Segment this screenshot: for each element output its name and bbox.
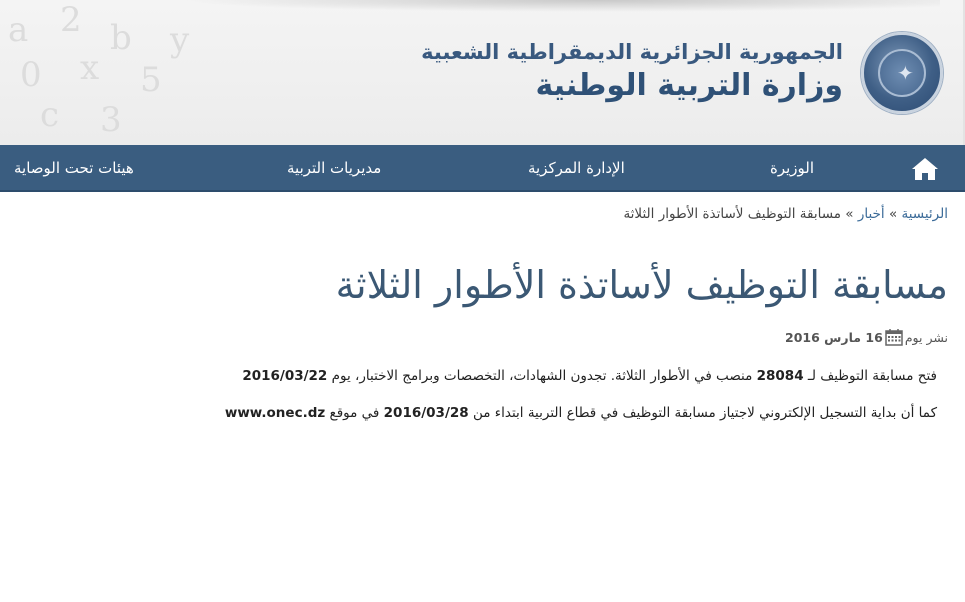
nav-item-education-directorates[interactable]: مديريات التربية [287,159,382,177]
p1-text-a: فتح مسابقة التوظيف لـ [803,368,937,384]
nav-item-central-administration[interactable]: الإدارة المركزية [528,159,625,177]
registration-date: 2016/03/28 [383,405,469,421]
page-title: مسابقة التوظيف لأساتذة الأطوار الثلاثة [335,263,948,307]
onec-website: www.onec.dz [224,405,326,421]
positions-count: 28084 [756,368,804,384]
ministry-emblem[interactable] [861,32,943,114]
header-decoration: a 2 b 0 x 5 c 3 y [8,0,190,140]
nav-item-minister[interactable]: الوزيرة [770,159,815,177]
publish-meta [785,328,948,346]
breadcrumb-separator: » [841,206,858,222]
p1-text-b: منصب في الأطوار الثلاثة. تجدون الشهادات، التخصصات وبرامج الاختبار، يوم [327,368,757,384]
announcement-date: 2016/03/22 [242,368,328,384]
main-navbar [0,145,965,192]
p2-text-a: كما أن بداية التسجيل الإلكتروني لاجتياز مسابقة التوظيف في قطاع التربية ابتداء من [468,405,937,421]
published-date: 16 مارس 2016 [785,329,883,345]
republic-title: الجمهورية الجزائرية الديمقراطية الشعبية [421,40,843,64]
home-icon[interactable] [911,157,939,181]
article-paragraph [225,405,937,421]
breadcrumb-separator: » [884,206,902,222]
site-header [0,0,965,145]
breadcrumb-current: مسابقة التوظيف لأساتذة الأطوار الثلاثة [623,206,841,222]
calendar-icon [885,328,903,346]
header-shadow [180,0,940,12]
p2-text-b: في موقع [325,405,384,421]
nav-item-supervised-bodies[interactable]: هيئات تحت الوصاية [14,159,134,177]
published-prefix: نشر يوم [904,329,948,345]
breadcrumb-news-link[interactable]: أخبار [857,206,885,222]
breadcrumb [623,206,948,222]
article-paragraph [242,368,937,384]
breadcrumb-home-link[interactable]: الرئيسية [901,206,948,222]
ministry-title[interactable]: وزارة التربية الوطنية [535,68,843,103]
emblem-seal-icon: ✦ [878,49,926,97]
